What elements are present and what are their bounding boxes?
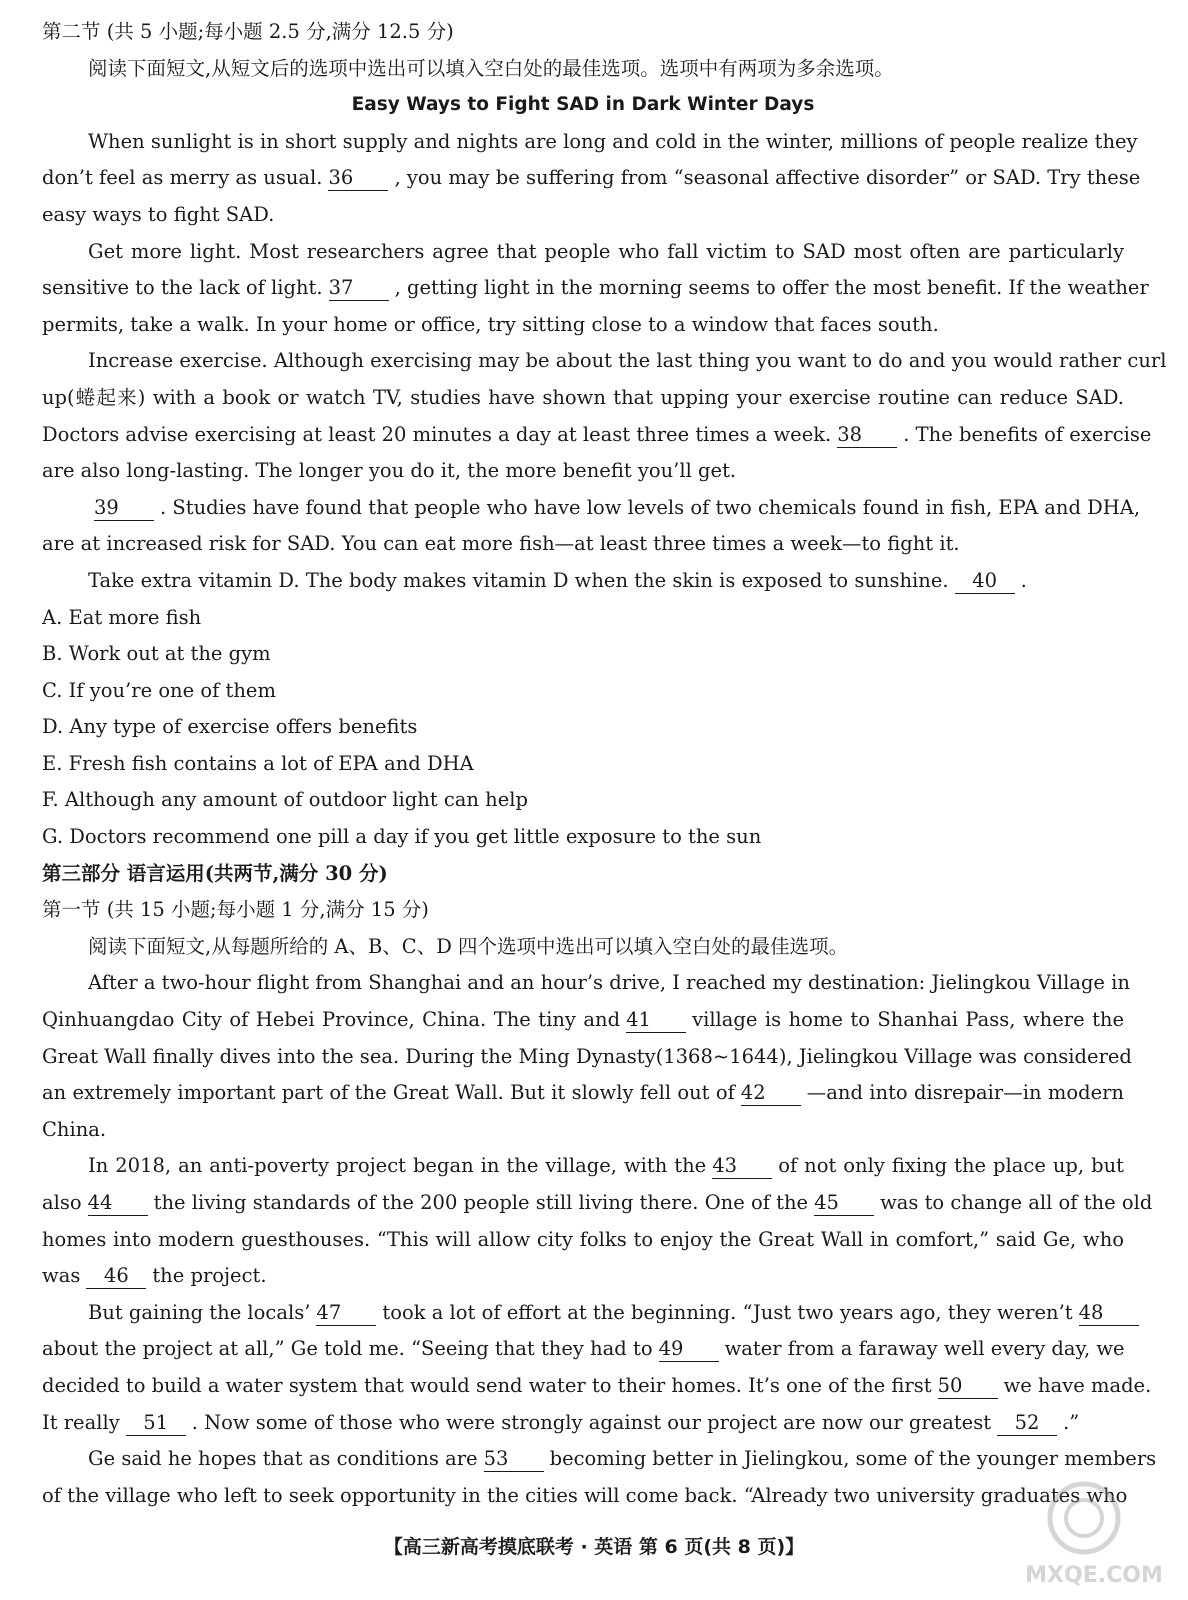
blank-50: 50 [938, 1374, 998, 1399]
cloze-paragraph-3: But gaining the locals’ 47 took a lot of effort at the beginning. “Just two years ago, they weren’t 48 about the project at all,” Ge told me. “Seeing that they had to 49 water from a faraway well every day, we decided to build a water system that would send water to their homes. It’s one of the first 50 we have made. It really 51 . Now some of those who were strongly against our project are now our greatest 52 .” [42, 1300, 1152, 1434]
blank-41: 41 [626, 1008, 686, 1033]
blank-43: 43 [712, 1154, 772, 1179]
cloze-paragraph-4: Ge said he hopes that as conditions are 53 becoming better in Jielingkou, some of the younger members of the village who left to seek opportunity in the cities will come back. “Already two university graduates who [42, 1447, 1157, 1507]
watermark-text: MXQE.COM [1025, 1563, 1163, 1588]
blank-49: 49 [659, 1337, 719, 1362]
cloze-paragraph-1: After a two-hour flight from Shanghai and an hour’s drive, I reached my destination: Jielingkou Village in Qinhuangdao City of Hebei Province, China. The tiny and 41 village is home to Shanhai Pass, where the Great Wall finally dives into the sea. During the Ming Dynasty(1368~1644), Jielingkou Village was considered an extremely important part of the Great Wall. But it slowly fell out of 42 —and into disrepair—in modern China. [42, 971, 1132, 1141]
option-c: C. If you’re one of them [42, 678, 276, 702]
blank-45: 45 [814, 1191, 874, 1216]
blank-46: 46 [86, 1264, 146, 1289]
option-g: G. Doctors recommend one pill a day if you get little exposure to the sun [42, 825, 762, 849]
paragraph-1: When sunlight is in short supply and nights are long and cold in the winter, millions of people realize they don’t feel as merry as usual. 36 , you may be suffering from “seasonal affective disorder” or SAD. Try these easy ways to fight SAD. [42, 129, 1141, 226]
blank-53: 53 [484, 1447, 544, 1472]
paragraph-2: Get more light. Most researchers agree that people who fall victim to SAD most often are particularly sensitive to the lack of light. 37 , getting light in the morning seems to offer the most benefit. If the weather permits, take a walk. In your home or office, try sitting close to a window that faces south. [42, 239, 1149, 336]
blank-44: 44 [88, 1191, 148, 1216]
option-f: F. Although any amount of outdoor light can help [42, 788, 528, 812]
blank-47: 47 [316, 1301, 376, 1326]
part3-subheader: 第一节 (共 15 小题;每小题 1 分,满分 15 分) [42, 898, 429, 922]
part3-header: 第三部分 语言运用(共两节,满分 30 分) [42, 861, 388, 885]
watermark-logo [1014, 1470, 1174, 1590]
cloze-paragraph-2: In 2018, an anti-poverty project began in the village, with the 43 of not only fixing the place up, but also 44 the living standards of the 200 people still living there. One of the 45 was to change all of the old homes into modern guesthouses. “This will allow city folks to enjoy the Great Wall in comfort,” said Ge, who was 46 the project. [42, 1154, 1153, 1288]
paragraph-3: Increase exercise. Although exercising may be about the last thing you want to do and you would rather curl up(蜷起来) with a book or watch TV, studies have shown that upping your exercise routine can reduce SAD. Doctors advise exercising at least 20 minutes a day at least three times a week. 38 . The benefits of exercise are also long-lasting. The longer you do it, the more benefit you’ll get. [42, 349, 1167, 483]
blank-40: 40 [955, 569, 1015, 594]
blank-52: 52 [997, 1411, 1057, 1436]
blank-38: 38 [837, 423, 897, 448]
blank-51: 51 [126, 1411, 186, 1436]
blank-48: 48 [1079, 1301, 1139, 1326]
blank-39: 39 [94, 496, 154, 521]
option-d: D. Any type of exercise offers benefits [42, 715, 418, 739]
option-a: A. Eat more fish [42, 605, 202, 629]
blank-37: 37 [329, 276, 389, 301]
blank-42: 42 [741, 1081, 801, 1106]
passage-title: Easy Ways to Fight SAD in Dark Winter Days [351, 94, 815, 116]
option-e: E. Fresh fish contains a lot of EPA and DHA [42, 751, 474, 775]
blank-36: 36 [328, 166, 388, 191]
section-header: 第二节 (共 5 小题;每小题 2.5 分,满分 12.5 分) [42, 20, 454, 43]
options-list [42, 600, 1124, 856]
exam-page [42, 14, 1167, 1514]
part3-instruction: 阅读下面短文,从每题所给的 A、B、C、D 四个选项中选出可以填入空白处的最佳选项。 [88, 934, 849, 958]
paragraph-5: Take extra vitamin D. The body makes vitamin D when the skin is exposed to sunshine. 40 . [88, 568, 1027, 592]
section-instruction: 阅读下面短文,从短文后的选项中选出可以填入空白处的最佳选项。选项中有两项为多余选项。 [88, 56, 894, 80]
option-b: B. Work out at the gym [42, 642, 271, 666]
paragraph-4: 39 . Studies have found that people who have low levels of two chemicals found in fish, EPA and DHA, are at increased risk for SAD. You can eat more fish—at least three times a week—to fight it. [42, 495, 1141, 556]
page-footer: 【高三新高考摸底联考 · 英语 第 6 页(共 8 页)】 [383, 1536, 805, 1558]
